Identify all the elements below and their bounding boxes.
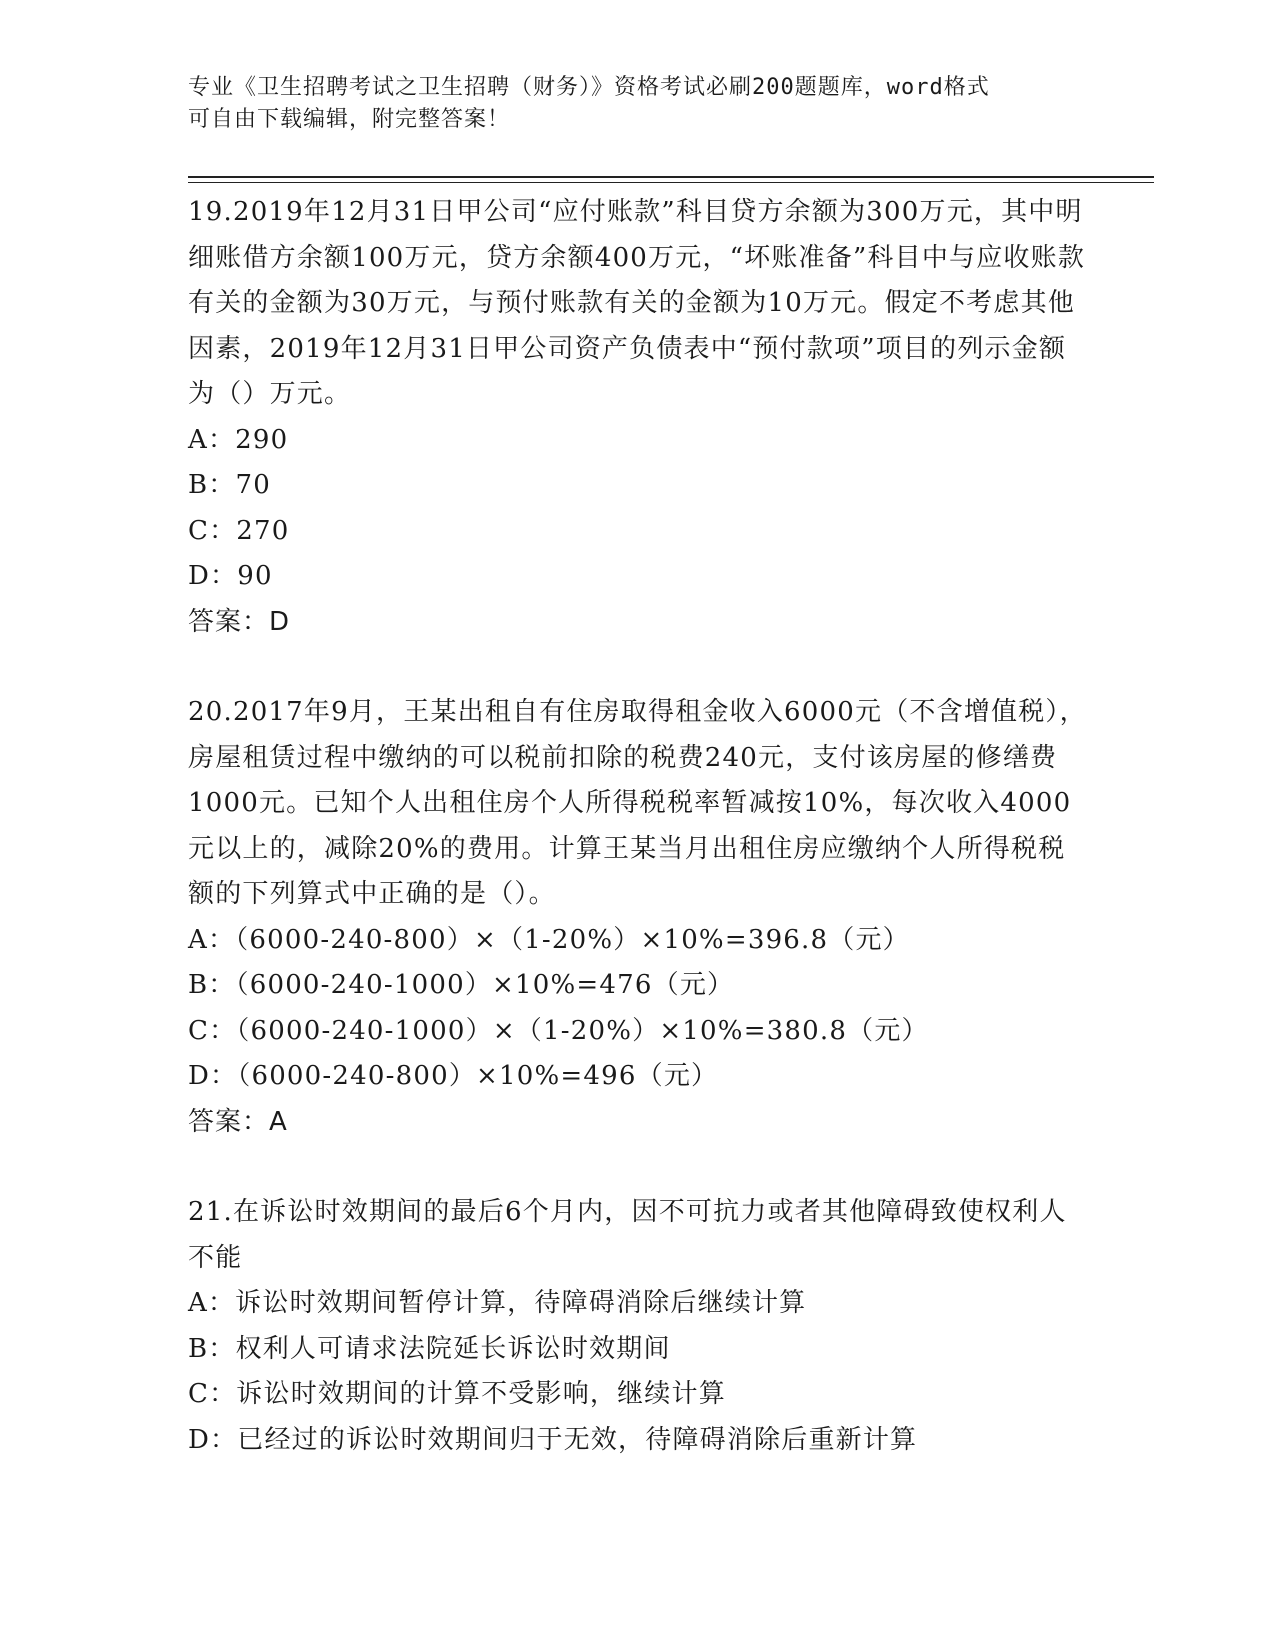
- option-c: C：诉讼时效期间的计算不受影响，继续计算: [188, 1379, 726, 1409]
- option-d: D：已经过的诉讼时效期间归于无效，待障碍消除后重新计算: [188, 1424, 918, 1455]
- option-a: A：（6000-240-800）×（1-20%）×10%=396.8（元）: [188, 924, 910, 955]
- option-c: C：270: [188, 515, 290, 546]
- question-19: [188, 190, 1088, 645]
- document-header: [188, 72, 1088, 136]
- option-c: C：（6000-240-1000）×（1-20%）×10%=380.8（元）: [188, 1015, 929, 1046]
- option-d: D：（6000-240-800）×10%=496（元）: [188, 1061, 719, 1091]
- header-line-2: 可自由下载编辑，附完整答案！: [188, 107, 511, 132]
- header-divider-thin: [188, 182, 1154, 183]
- spacer: [188, 645, 1088, 690]
- option-b: B：70: [188, 470, 271, 500]
- option-a: A：诉讼时效期间暂停计算，待障碍消除后继续计算: [188, 1288, 807, 1318]
- question-stem: 20.2017年9月，王某出租自有住房取得租金收入6000元（不含增值税），房屋租赁过程中缴纳的可以税前扣除的税费240元，支付该房屋的修缮费1000元。已知个人出租住房个人所得税税率暂减按10%，每次收入4000元以上的，减除20%的费用。计算王某当月出租住房应缴纳个人所得税税额的下列算式中正确的是（）。: [188, 697, 1087, 909]
- header-line-1: 专业《卫生招聘考试之卫生招聘（财务）》资格考试必刷200题题库，word格式: [188, 75, 990, 100]
- spacer: [188, 1145, 1088, 1190]
- option-b: B：（6000-240-1000）×10%=476（元）: [188, 970, 735, 1000]
- question-answer: 答案：A: [188, 1106, 288, 1137]
- header-divider-thick: [188, 176, 1154, 178]
- question-answer: 答案：D: [188, 606, 291, 637]
- question-21: [188, 1190, 1088, 1463]
- option-a: A：290: [188, 424, 289, 455]
- question-stem: 19.2019年12月31日甲公司“应付账款”科目贷方余额为300万元，其中明细账借方余额100万元，贷方余额400万元，“坏账准备”科目中与应收账款有关的金额为30万元，与预付账款有关的金额为10万元。假定不考虑其他因素，2019年12月31日甲公司资产负债表中“预付款项”项目的列示金额为（）万元。: [188, 197, 1086, 409]
- question-list: [188, 190, 1088, 1463]
- option-b: B：权利人可请求法院延长诉讼时效期间: [188, 1333, 671, 1364]
- option-d: D：90: [188, 561, 273, 591]
- question-stem: 21.在诉讼时效期间的最后6个月内，因不可抗力或者其他障碍致使权利人不能: [188, 1197, 1067, 1273]
- question-20: [188, 690, 1088, 1145]
